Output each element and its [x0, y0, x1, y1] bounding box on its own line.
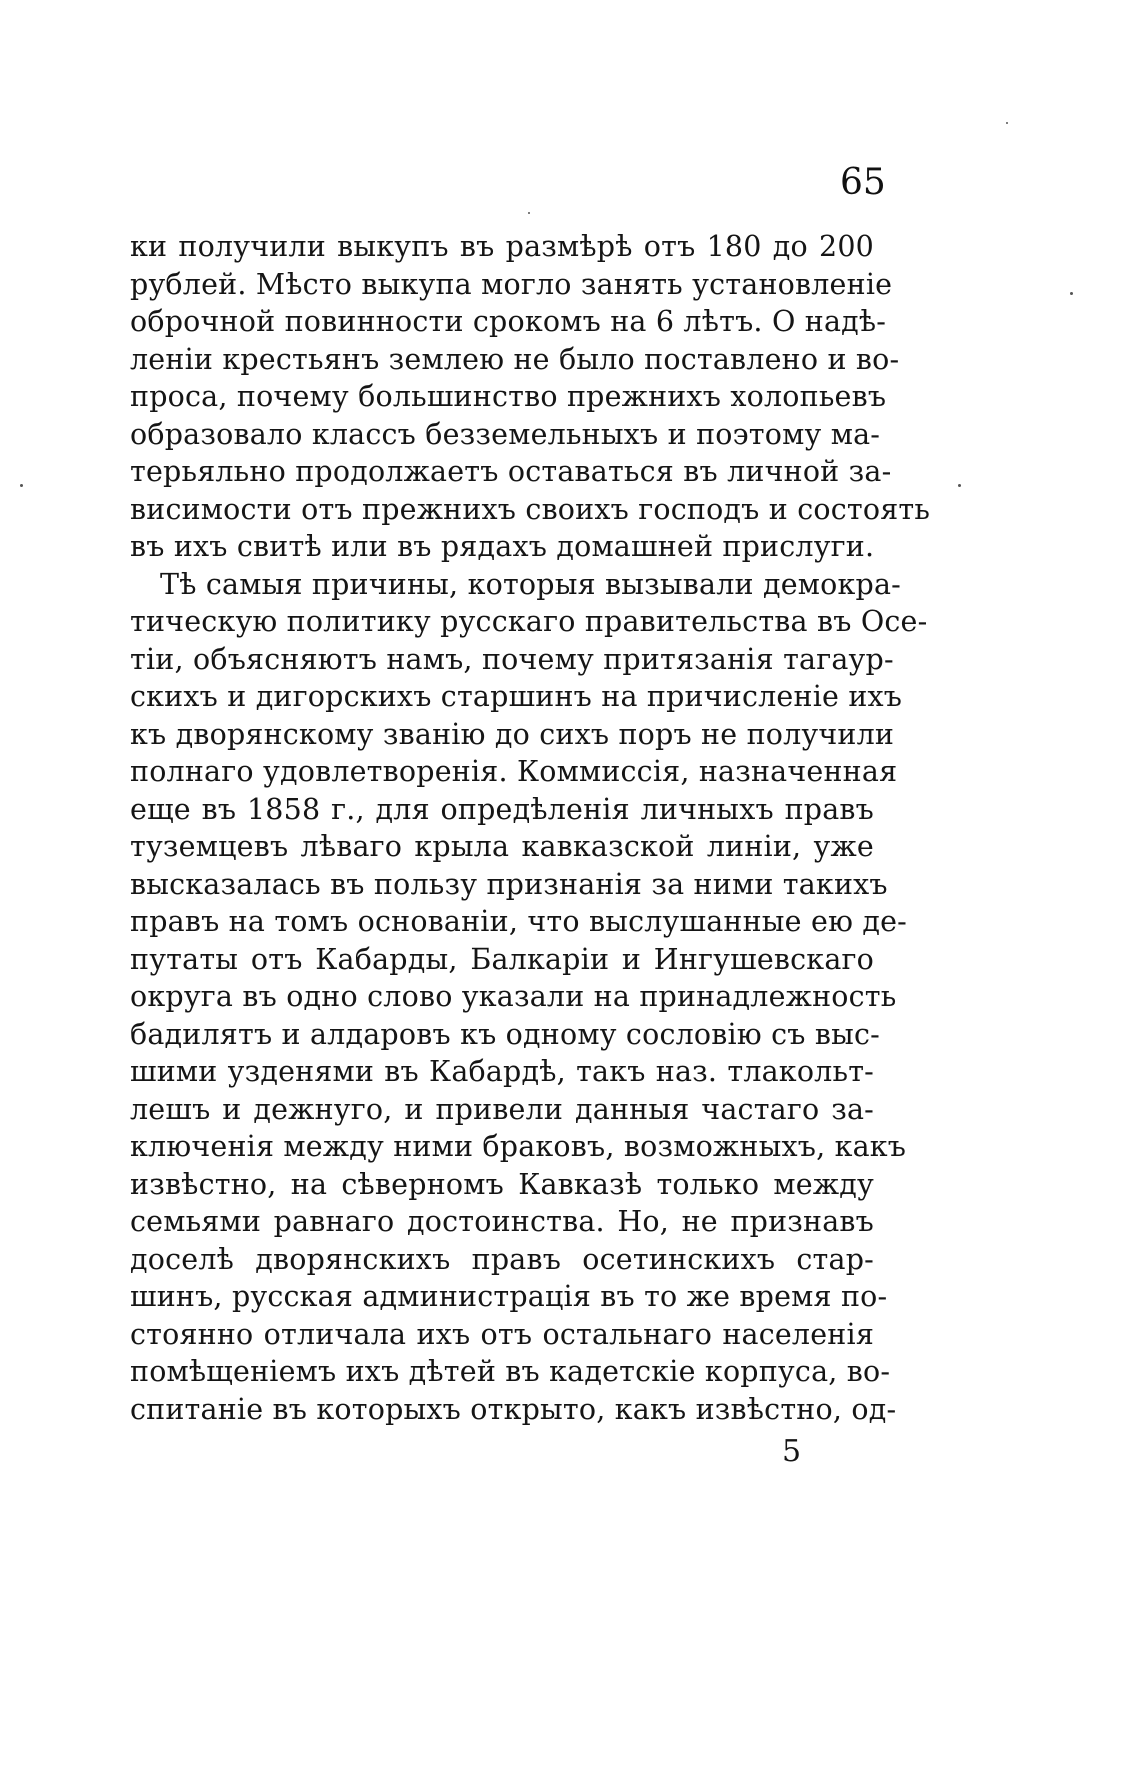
text-line: тіи, объясняютъ намъ, почему притязанія тагаур- [130, 642, 894, 676]
text-line: туземцевъ лѣваго крыла кавказской линіи, уже [130, 830, 874, 863]
text-line: ключенія между ними браковъ, возможныхъ, какъ [130, 1130, 907, 1163]
text-line: лешъ и дежнуго, и привели данныя частаго за- [130, 1092, 874, 1126]
paragraph-start-line: Тѣ самыя причины, которыя вызывали демокра- [160, 567, 901, 601]
page-number: 65 [840, 162, 886, 203]
text-line: высказалась въ пользу признанія за ними такихъ [130, 867, 888, 901]
text-line: шими узденями въ Кабардѣ, такъ наз. тлакольт- [130, 1055, 874, 1088]
text-line: семьями равнаго достоинства. Но, не признавъ [130, 1205, 874, 1238]
text-line: извѣстно, на сѣверномъ Кавказѣ только между [130, 1167, 874, 1201]
text-line: путаты отъ Кабарды, Балкаріи и Ингушевскаго [130, 942, 874, 976]
scan-speck [1006, 122, 1008, 124]
text-line: еще въ 1858 г., для опредѣленія личныхъ правъ [130, 792, 874, 826]
text-line: округа въ одно слово указали на принадлежность [130, 980, 897, 1013]
text-line: полнаго удовлетворенія. Коммиссія, назначенная [130, 755, 898, 788]
text-line: спитаніе въ которыхъ открыто, какъ извѣстно, од- [130, 1392, 897, 1426]
text-line: тическую политику русскаго правительства въ Осе- [130, 605, 928, 638]
scan-speck [20, 484, 23, 487]
text-line: леніи крестьянъ землею не было поставлено и во- [130, 342, 900, 376]
text-line: образовало классъ безземельныхъ и поэтому ма- [130, 417, 881, 451]
text-line: бадилятъ и алдаровъ къ одному сословію съ выс- [130, 1017, 880, 1051]
signature-mark: 5 [782, 1434, 802, 1469]
body-text [130, 228, 931, 1428]
text-line: доселѣ дворянскихъ правъ осетинскихъ стар- [130, 1242, 874, 1276]
text-line: висимости отъ прежнихъ своихъ господъ и состоять [130, 492, 931, 526]
scan-speck [528, 212, 530, 214]
text-line: стоянно отличала ихъ отъ остальнаго населенія [130, 1317, 874, 1351]
text-line: терьяльно продолжаетъ оставаться въ личной за- [130, 455, 892, 488]
scan-speck [958, 484, 961, 487]
text-line: шинъ, русская администрація въ то же время по- [130, 1280, 888, 1313]
text-line: проса, почему большинство прежнихъ холопьевъ [130, 380, 887, 413]
text-line: помѣщеніемъ ихъ дѣтей въ кадетскіе корпуса, во- [130, 1355, 891, 1388]
text-line: въ ихъ свитѣ или въ рядахъ домашней прислуги. [130, 530, 875, 563]
text-line: скихъ и дигорскихъ старшинъ на причисленіе ихъ [130, 680, 903, 713]
text-line: оброчной повинности срокомъ на 6 лѣтъ. О надѣ- [130, 305, 887, 338]
scan-speck [1070, 292, 1073, 295]
text-line: правъ на томъ основаніи, что выслушанные ею де- [130, 905, 907, 938]
text-line: ки получили выкупъ въ размѣрѣ отъ 180 до 200 [130, 230, 874, 263]
text-line: рублей. Мѣсто выкупа могло занять установленіе [130, 267, 893, 301]
text-line: къ дворянскому званію до сихъ поръ не получили [130, 717, 895, 751]
